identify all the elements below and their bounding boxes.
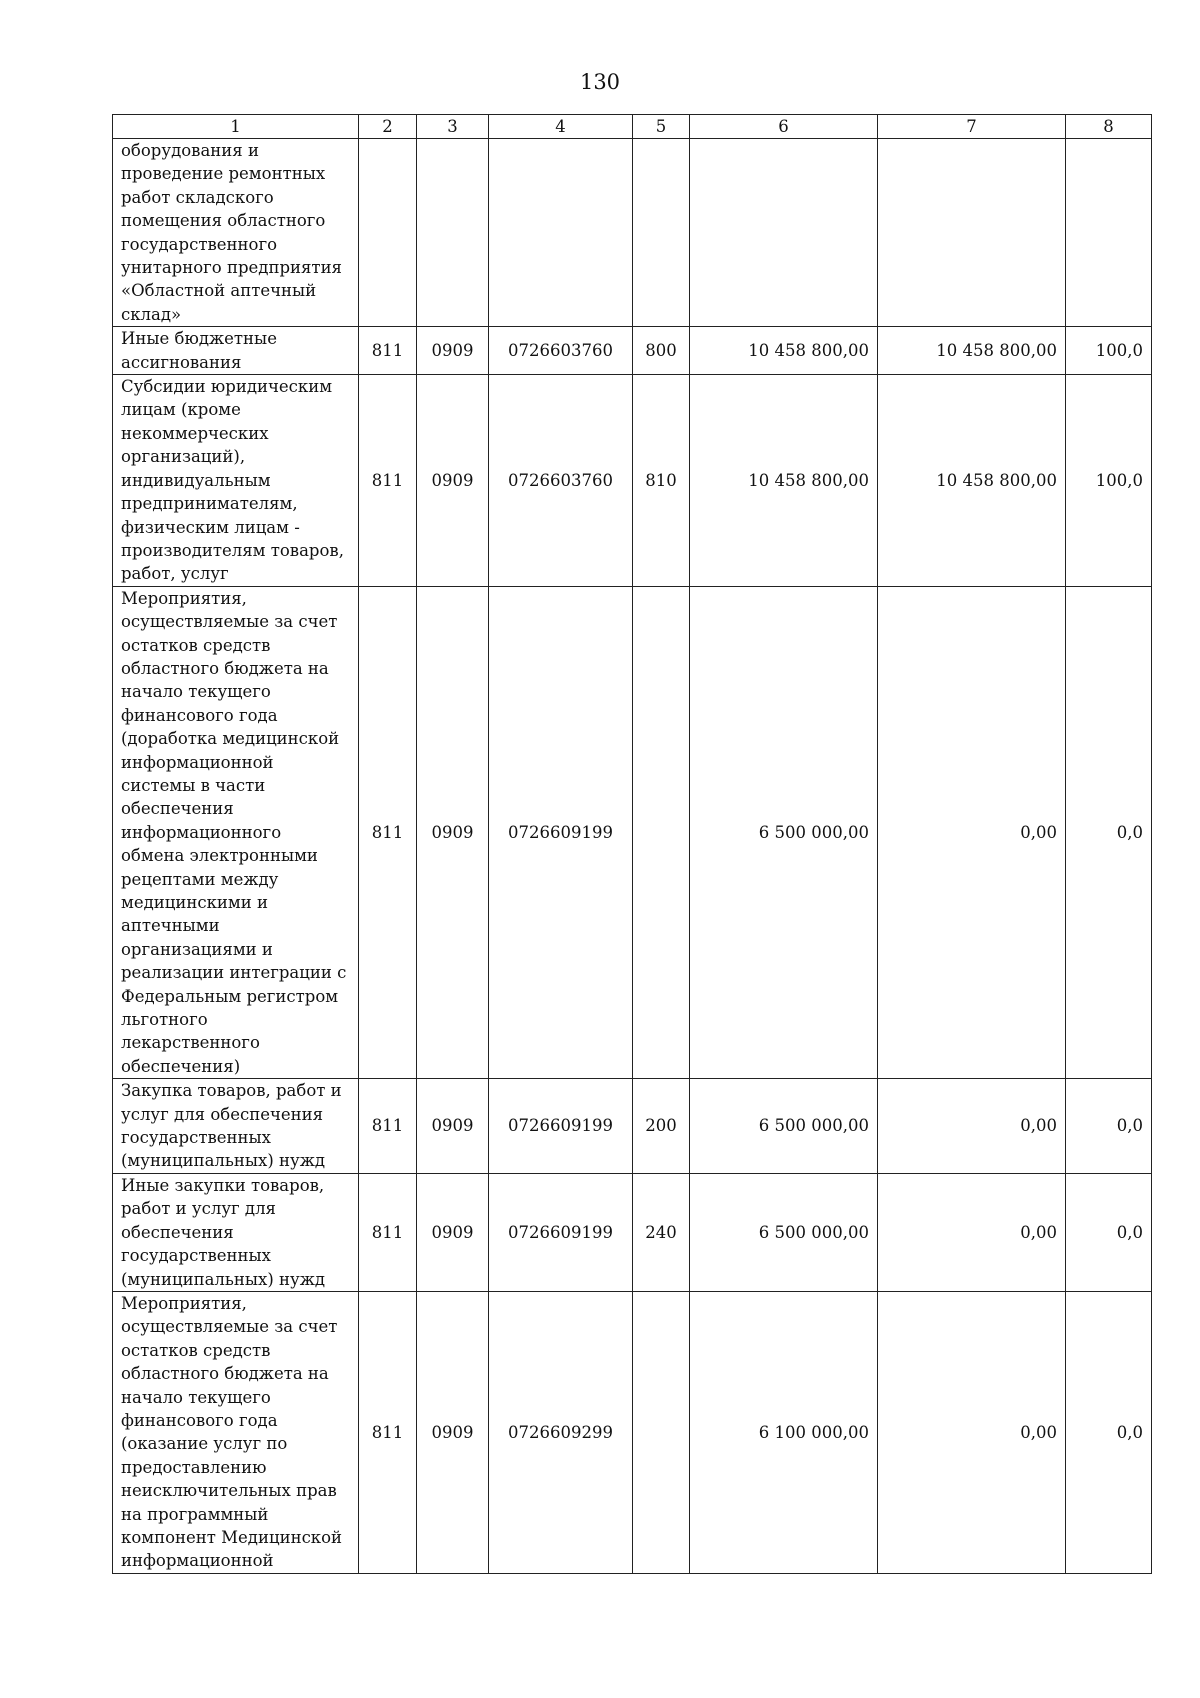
- cell-col-3: 0909: [417, 1173, 489, 1291]
- table-row: [113, 375, 1152, 587]
- cell-col-3: 0909: [417, 1079, 489, 1174]
- cell-col-2: [359, 139, 417, 327]
- cell-col-2: 811: [359, 1079, 417, 1174]
- cell-col-2: 811: [359, 586, 417, 1079]
- cell-col-8: 0,0: [1066, 1173, 1152, 1291]
- cell-col-5: [633, 1291, 690, 1573]
- cell-col-3: 0909: [417, 375, 489, 587]
- cell-col-6: 6 100 000,00: [690, 1291, 878, 1573]
- cell-col-4: 0726609199: [489, 1079, 633, 1174]
- cell-col-7: 10 458 800,00: [878, 327, 1066, 375]
- table-row: [113, 1079, 1152, 1174]
- cell-col-6: 6 500 000,00: [690, 586, 878, 1079]
- cell-col-3: 0909: [417, 586, 489, 1079]
- cell-col-8: [1066, 139, 1152, 327]
- row-name: Закупка товаров, работ и услуг для обеспечения государственных (муниципальных) нужд: [113, 1079, 359, 1174]
- table-row: [113, 139, 1152, 327]
- cell-col-4: 0726603760: [489, 327, 633, 375]
- cell-col-7: [878, 139, 1066, 327]
- column-header-4: 4: [489, 115, 633, 139]
- row-name: Мероприятия, осуществляемые за счет остатков средств областного бюджета на начало текущего финансового года (оказание услуг по предоставлению неисключительных прав на программный компонент Медицинской информационной: [113, 1291, 359, 1573]
- column-header-8: 8: [1066, 115, 1152, 139]
- table-row: [113, 327, 1152, 375]
- cell-col-7: 0,00: [878, 1079, 1066, 1174]
- cell-col-3: 0909: [417, 1291, 489, 1573]
- cell-col-7: 10 458 800,00: [878, 375, 1066, 587]
- column-header-6: 6: [690, 115, 878, 139]
- row-name: Иные закупки товаров, работ и услуг для обеспечения государственных (муниципальных) нужд: [113, 1173, 359, 1291]
- cell-col-5: 810: [633, 375, 690, 587]
- cell-col-4: [489, 139, 633, 327]
- column-header-5: 5: [633, 115, 690, 139]
- cell-col-3: 0909: [417, 327, 489, 375]
- cell-col-5: [633, 586, 690, 1079]
- cell-col-7: 0,00: [878, 1173, 1066, 1291]
- cell-col-6: 10 458 800,00: [690, 327, 878, 375]
- cell-col-2: 811: [359, 327, 417, 375]
- cell-col-5: 200: [633, 1079, 690, 1174]
- cell-col-4: 0726609199: [489, 1173, 633, 1291]
- row-name: Иные бюджетные ассигнования: [113, 327, 359, 375]
- cell-col-4: 0726603760: [489, 375, 633, 587]
- cell-col-3: [417, 139, 489, 327]
- cell-col-7: 0,00: [878, 586, 1066, 1079]
- table-row: [113, 1291, 1152, 1573]
- cell-col-2: 811: [359, 1291, 417, 1573]
- table-row: [113, 586, 1152, 1079]
- row-name: Мероприятия, осуществляемые за счет остатков средств областного бюджета на начало текущего финансового года (доработка медицинской информационной системы в части обеспечения информационного обмена электронными рецептами между медицинскими и аптечными организациями и реализации интеграции с Федеральным регистром льготного лекарственного обеспечения): [113, 586, 359, 1079]
- column-header-7: 7: [878, 115, 1066, 139]
- cell-col-5: [633, 139, 690, 327]
- cell-col-4: 0726609199: [489, 586, 633, 1079]
- page-number: 130: [579, 70, 621, 94]
- cell-col-4: 0726609299: [489, 1291, 633, 1573]
- cell-col-5: 800: [633, 327, 690, 375]
- cell-col-6: 10 458 800,00: [690, 375, 878, 587]
- cell-col-8: 0,0: [1066, 1291, 1152, 1573]
- table-row: [113, 1173, 1152, 1291]
- budget-table: [112, 114, 1152, 1574]
- cell-col-2: 811: [359, 1173, 417, 1291]
- cell-col-8: 100,0: [1066, 327, 1152, 375]
- cell-col-7: 0,00: [878, 1291, 1066, 1573]
- cell-col-8: 0,0: [1066, 586, 1152, 1079]
- row-name: оборудования и проведение ремонтных работ складского помещения областного государственного унитарного предприятия «Областной аптечный склад»: [113, 139, 359, 327]
- column-header-2: 2: [359, 115, 417, 139]
- cell-col-5: 240: [633, 1173, 690, 1291]
- cell-col-6: 6 500 000,00: [690, 1079, 878, 1174]
- cell-col-8: 0,0: [1066, 1079, 1152, 1174]
- cell-col-6: [690, 139, 878, 327]
- cell-col-6: 6 500 000,00: [690, 1173, 878, 1291]
- row-name: Субсидии юридическим лицам (кроме некоммерческих организаций), индивидуальным предпринимателям, физическим лицам - производителям товаров, работ, услуг: [113, 375, 359, 587]
- cell-col-8: 100,0: [1066, 375, 1152, 587]
- cell-col-2: 811: [359, 375, 417, 587]
- column-header-3: 3: [417, 115, 489, 139]
- column-header-1: 1: [113, 115, 359, 139]
- table-header-row: [113, 115, 1152, 139]
